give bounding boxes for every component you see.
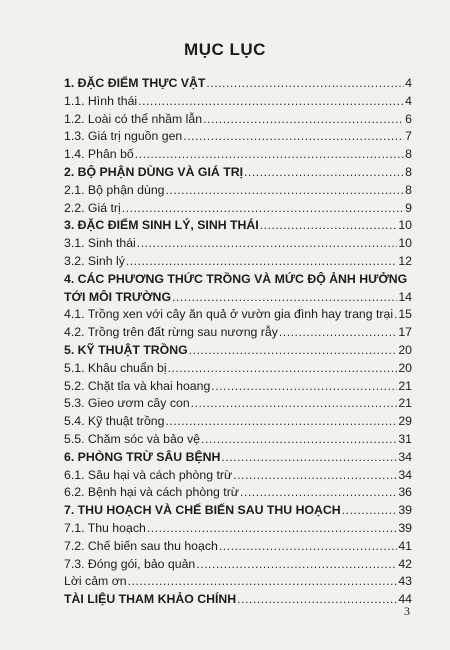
toc-entry bbox=[64, 201, 412, 219]
dot-leader bbox=[203, 112, 404, 126]
dot-leader bbox=[191, 396, 398, 410]
toc-entry-label: Lời cảm ơn bbox=[64, 574, 127, 589]
toc-entry-page: 17 bbox=[398, 325, 412, 340]
toc-entry-page: 43 bbox=[398, 574, 412, 589]
toc-entry bbox=[64, 539, 412, 557]
toc-entry-page: 31 bbox=[398, 431, 412, 446]
toc-entry-label: 4.1. Trồng xen với cây ăn quả ở vườn gia đình hay trang trại bbox=[64, 307, 394, 322]
toc-entry-page: 42 bbox=[398, 556, 412, 571]
toc-entry-page: 36 bbox=[398, 485, 412, 500]
toc-entry bbox=[64, 129, 412, 147]
dot-leader bbox=[166, 183, 405, 197]
table-of-contents bbox=[64, 76, 412, 610]
toc-entry bbox=[64, 414, 412, 432]
dot-leader bbox=[147, 521, 397, 535]
dot-leader bbox=[189, 343, 398, 357]
toc-entry-page: 21 bbox=[398, 378, 412, 393]
dot-leader bbox=[138, 94, 404, 108]
toc-entry-label-line1: 4. CÁC PHƯƠNG THỨC TRỒNG VÀ MỨC ĐỘ ẢNH HƯỞNG bbox=[64, 271, 408, 286]
toc-entry-page: 4 bbox=[405, 93, 412, 108]
toc-entry-label: 1.1. Hình thái bbox=[64, 93, 138, 108]
toc-entry-label: 7.2. Chế biến sau thu hoạch bbox=[64, 538, 218, 553]
toc-entry-page: 10 bbox=[398, 236, 412, 251]
toc-entry-label: 2.2. Giá trị bbox=[64, 200, 121, 215]
toc-entry-label: 2. BỘ PHẬN DÙNG VÀ GIÁ TRỊ bbox=[64, 164, 244, 179]
dot-leader bbox=[260, 218, 398, 232]
toc-section-entry bbox=[64, 450, 412, 468]
toc-entry-page: 34 bbox=[398, 449, 412, 464]
toc-entry bbox=[64, 94, 412, 112]
dot-leader bbox=[233, 468, 397, 482]
toc-entry-label: 1.3. Giá trị nguồn gen bbox=[64, 129, 183, 144]
toc-entry-page: 4 bbox=[405, 76, 412, 90]
toc-entry-label: 5.1. Khâu chuẩn bị bbox=[64, 360, 167, 375]
dot-leader bbox=[135, 147, 404, 161]
toc-entry-page: 9 bbox=[405, 200, 412, 215]
toc-entry bbox=[64, 254, 412, 272]
toc-entry-page: 20 bbox=[398, 360, 412, 375]
toc-entry-page: 8 bbox=[405, 147, 412, 162]
toc-entry-label: 4.2. Trồng trên đất rừng sau nương rẫy bbox=[64, 325, 278, 340]
dot-leader bbox=[206, 76, 404, 90]
toc-entry bbox=[64, 521, 412, 539]
toc-entry bbox=[64, 147, 412, 165]
toc-entry-label: 1. ĐẶC ĐIỂM THỰC VẬT bbox=[64, 76, 206, 90]
toc-entry-label: 5. KỸ THUẬT TRỒNG bbox=[64, 342, 188, 357]
toc-entry-label: TÀI LIỆU THAM KHẢO CHÍNH bbox=[64, 592, 237, 607]
toc-section-entry bbox=[64, 76, 412, 94]
toc-entry-page: 20 bbox=[398, 342, 412, 357]
dot-leader bbox=[342, 503, 398, 517]
toc-entry-label: 3. ĐẶC ĐIỂM SINH LÝ, SINH THÁI bbox=[64, 218, 259, 233]
toc-entry-label: 1.4. Phân bố bbox=[64, 147, 134, 162]
dot-leader bbox=[183, 129, 404, 143]
dot-leader bbox=[201, 432, 397, 446]
toc-entry-page: 39 bbox=[398, 520, 412, 535]
toc-entry bbox=[64, 325, 412, 343]
toc-entry-page: 8 bbox=[405, 182, 412, 197]
toc-section-entry bbox=[64, 343, 412, 361]
toc-entry-label: 2.1. Bộ phận dùng bbox=[64, 182, 165, 197]
dot-leader bbox=[244, 165, 404, 179]
toc-entry bbox=[64, 183, 412, 201]
dot-leader bbox=[168, 361, 398, 375]
toc-entry bbox=[64, 307, 412, 325]
toc-section-entry bbox=[64, 218, 412, 236]
toc-entry-label: 3.1. Sinh thái bbox=[64, 236, 136, 251]
toc-section-entry bbox=[64, 592, 412, 610]
dot-leader bbox=[237, 592, 397, 606]
toc-entry-page: 12 bbox=[398, 253, 412, 268]
toc-entry-label: 3.2. Sinh lý bbox=[64, 253, 125, 268]
toc-entry-label: 5.2. Chặt tỉa và khai hoang bbox=[64, 378, 211, 393]
toc-entry-label: 5.4. Kỹ thuật trồng bbox=[64, 414, 165, 429]
toc-entry-page: 44 bbox=[398, 592, 412, 607]
toc-entry bbox=[64, 236, 412, 254]
dot-leader bbox=[221, 450, 397, 464]
toc-entry-page: 8 bbox=[405, 164, 412, 179]
toc-entry-page: 21 bbox=[398, 396, 412, 411]
dot-leader bbox=[279, 325, 397, 339]
toc-entry-label: 5.3. Gieo ươm cây con bbox=[64, 396, 190, 411]
dot-leader bbox=[128, 574, 398, 588]
toc-entry bbox=[64, 361, 412, 379]
toc-entry-label: 7. THU HOẠCH VÀ CHẾ BIẾN SAU THU HOẠCH bbox=[64, 503, 341, 518]
dot-leader bbox=[219, 539, 397, 553]
toc-entry bbox=[64, 574, 412, 592]
toc-section-entry bbox=[64, 165, 412, 183]
toc-entry-label: 7.3. Đóng gói, bảo quản bbox=[64, 556, 196, 571]
toc-entry bbox=[64, 468, 412, 486]
toc-entry-label: 6.2. Bệnh hại và cách phòng trừ bbox=[64, 485, 240, 500]
dot-leader bbox=[196, 557, 397, 571]
toc-entry bbox=[64, 485, 412, 503]
dot-leader bbox=[211, 379, 397, 393]
dot-leader bbox=[172, 290, 397, 304]
dot-leader bbox=[166, 414, 398, 428]
toc-entry bbox=[64, 432, 412, 450]
toc-entry-page: 34 bbox=[398, 467, 412, 482]
toc-entry-label: 6.1. Sâu hại và cách phòng trừ bbox=[64, 467, 233, 482]
toc-entry-page: 29 bbox=[398, 414, 412, 429]
toc-entry-page: 6 bbox=[405, 111, 412, 126]
dot-leader bbox=[126, 254, 397, 268]
toc-entry-label: 7.1. Thu hoạch bbox=[64, 520, 146, 535]
toc-entry-page: 10 bbox=[398, 218, 412, 233]
toc-entry-page: 39 bbox=[398, 503, 412, 518]
page-title: MỤC LỤC bbox=[184, 40, 266, 59]
toc-entry-label: 6. PHÒNG TRỪ SÂU BỆNH bbox=[64, 449, 221, 464]
toc-entry-page: 41 bbox=[398, 538, 412, 553]
dot-leader bbox=[394, 307, 397, 321]
toc-entry bbox=[64, 557, 412, 575]
toc-section-entry bbox=[64, 290, 412, 308]
toc-entry-label: 5.5. Chăm sóc và bảo vệ bbox=[64, 431, 201, 446]
toc-entry-page: 14 bbox=[398, 289, 412, 304]
toc-entry bbox=[64, 379, 412, 397]
dot-leader bbox=[240, 485, 397, 499]
toc-entry-page: 15 bbox=[398, 307, 412, 322]
toc-entry-page: 7 bbox=[405, 129, 412, 144]
toc-section-entry bbox=[64, 503, 412, 521]
toc-entry bbox=[64, 112, 412, 130]
toc-entry-label: TỚI MÔI TRƯỜNG bbox=[64, 289, 172, 304]
page-number: 3 bbox=[404, 604, 410, 618]
toc-entry-label: 1.2. Loài có thể nhầm lẫn bbox=[64, 111, 203, 126]
toc-entry bbox=[64, 396, 412, 414]
dot-leader bbox=[122, 201, 404, 215]
dot-leader bbox=[137, 236, 398, 250]
